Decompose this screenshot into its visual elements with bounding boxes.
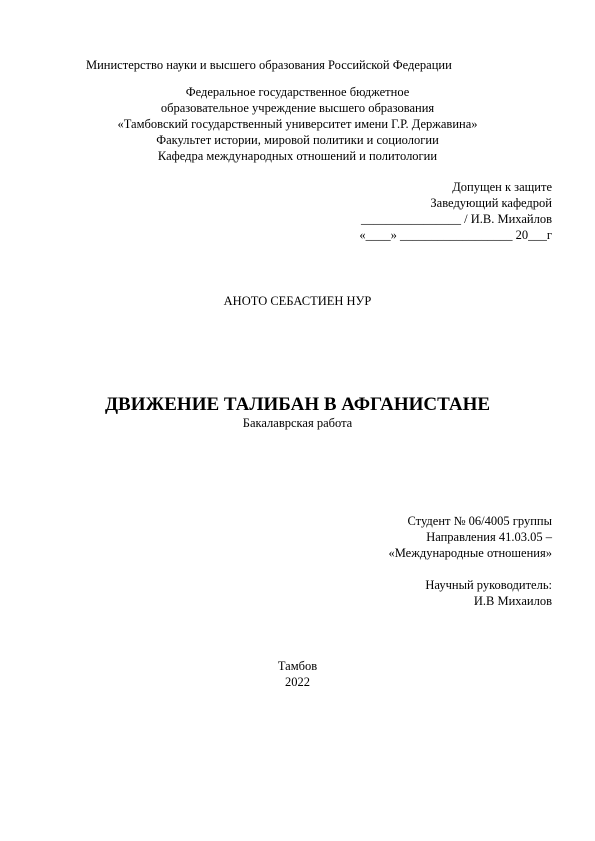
approval-signature-line: ________________ / И.В. Михайлов — [361, 212, 552, 226]
year: 2022 — [285, 675, 310, 689]
faculty-line: Факультет истории, мировой политики и социологии — [156, 133, 439, 147]
institution-line-1: Федеральное государственное бюджетное — [185, 85, 410, 99]
approval-line-1: Допущен к защите — [452, 180, 552, 194]
work-type: Бакалаврская работа — [242, 416, 353, 430]
student-line-3: «Международные отношения» — [388, 546, 552, 560]
student-line-2: Направления 41.03.05 – — [426, 530, 552, 544]
university-name: «Тамбовский государственный университет имени Г.Р. Державина» — [117, 117, 478, 131]
student-line-1: Студент № 06/4005 группы — [407, 514, 552, 528]
author-name: АНОТО СЕБАСТИЕН НУР — [223, 294, 372, 308]
thesis-title: ДВИЖЕНИЕ ТАЛИБАН В АФГАНИСТАНЕ — [104, 394, 491, 415]
city: Тамбов — [277, 659, 318, 673]
department-line: Кафедра международных отношений и политологии — [157, 149, 438, 163]
approval-date-line: «____» __________________ 20___г — [359, 228, 552, 242]
ministry-line: Министерство науки и высшего образования Российской Федерации — [86, 58, 452, 72]
approval-line-2: Заведующий кафедрой — [430, 196, 552, 210]
supervisor-label: Научный руководитель: — [425, 578, 552, 592]
supervisor-name: И.В Михаилов — [473, 594, 552, 608]
institution-line-2: образовательное учреждение высшего образования — [160, 101, 435, 115]
